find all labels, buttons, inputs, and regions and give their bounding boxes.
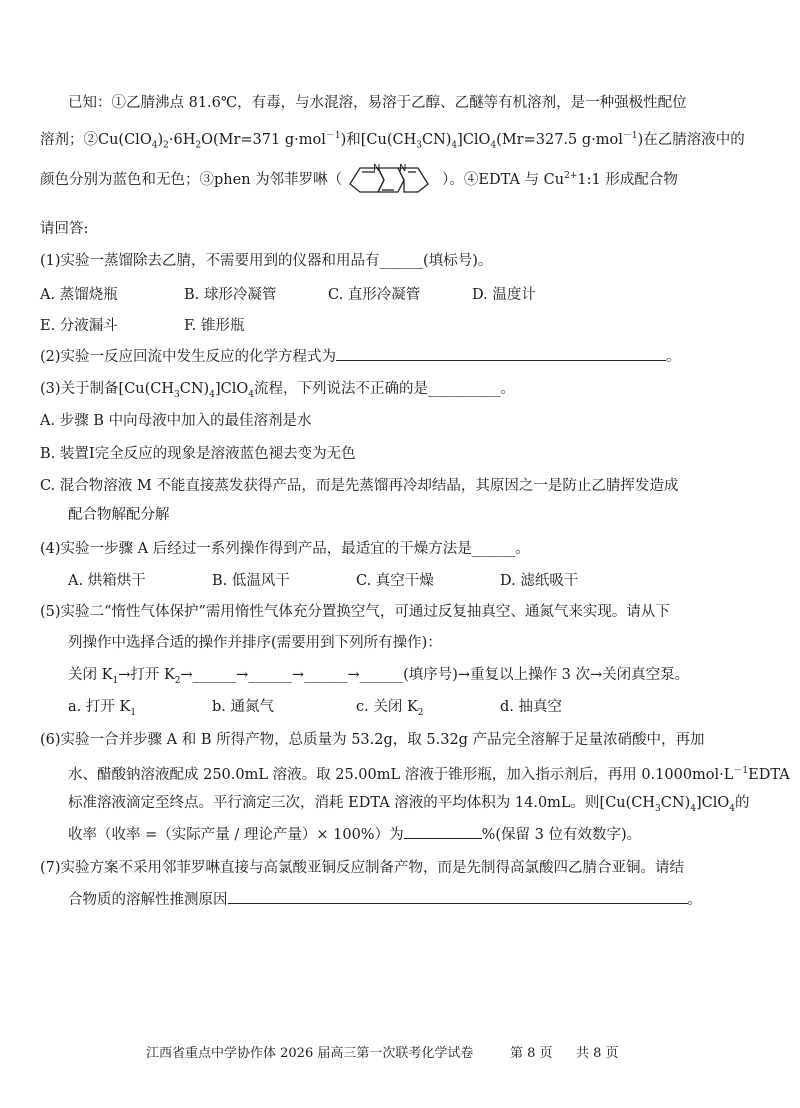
option-3a: A. 步骤 B 中向母液中加入的最佳溶剂是水 [40,413,312,429]
question-3-stem: (3)关于制备$[Cu(CH_3CN)_4]ClO_4$流程，下列说法不正确的是__________。 [40,381,515,400]
footer-exam-title: 江西省重点中学协作体 2026 届高三第一次联考化学试卷 [146,1046,474,1061]
question-6-line-3: 标准溶液滴定至终点。平行滴定三次，消耗 EDTA 溶液的平均体积为 14.0mL。则$[Cu(CH_3CN)_4]ClO_4$的 [68,795,750,814]
option-1d: D. 温度计 [472,287,536,303]
question-5-options [40,696,760,724]
option-5c: c. 关闭 $K_2$ [356,699,424,718]
question-6-line-1: (6)实验一合并步骤 A 和 B 所得产物，总质量为 53.2g，取 5.32g 产品完全溶解于足量浓硝酸中，再加 [40,732,705,748]
footer-page-number: 第 8 页 [510,1046,553,1061]
option-5a: a. 打开 $K_1$ [68,699,137,718]
option-3c: C. 混合物溶液 M 不能直接蒸发获得产品，而是先蒸馏再冷却结晶，其原因之一是防止乙腈挥发造成 [40,478,679,494]
footer-total-pages: 共 8 页 [576,1046,619,1061]
known-line-1: 已知：①乙腈沸点 81.6℃，有毒，与水混溶，易溶于乙醇、乙醚等有机溶剂，是一种强极性配位 [68,95,687,111]
question-4-stem: (4)实验一步骤 A 后经过一系列操作得到产品，最适宜的干燥方法是______。 [40,541,530,557]
known-line-3: 颜色分别为蓝色和无色；③phen 为邻菲罗啉（ N N ）。④EDTA 与 $Cu^{2+}1:1$ 形成配合物 [40,158,760,202]
question-7-line-2: 合物质的溶解性推测原因 。 [40,889,760,911]
option-4c: C. 真空干燥 [356,573,434,589]
option-1a: A. 蒸馏烧瓶 [40,287,118,303]
question-1-options-row-1 [40,284,760,306]
option-1f: F. 锥形瓶 [184,318,245,334]
phen-nitrogen-right: N [399,163,407,174]
option-4d: D. 滤纸吸干 [500,573,579,589]
question-6-line-4: 收率（收率 =（实际产量 / 理论产量）× 100%）为 %(保留 3 位有效数字)。 [40,824,760,846]
option-5d: d. 抽真空 [500,699,562,715]
option-3c-continued: 配合物解配分解 [68,507,170,523]
question-1-options-row-2 [40,315,760,337]
question-4-options [40,570,760,592]
option-1b: B. 球形冷凝管 [184,287,277,303]
option-1e: E. 分液漏斗 [40,318,118,334]
question-5-line-2: 列操作中选择合适的操作并排序(需要用到下列所有操作)： [68,635,442,651]
phen-nitrogen-left: N [373,163,381,174]
question-6-line-2: 水、醋酸钠溶液配成 250.0mL 溶液。取 25.00mL 溶液于锥形瓶，加入指示剂后，再用 $0.1000mol\cdot L^{-1}EDTA$ [68,766,790,783]
answer-blank-6[interactable] [404,824,482,839]
question-2-stem: (2)实验一反应回流中发生反应的化学方程式为 。 [40,346,760,368]
option-4a: A. 烘箱烘干 [68,573,146,589]
answer-blank-2[interactable] [336,346,666,361]
question-5-line-1: (5)实验二“惰性气体保护”需用惰性气体充分置换空气，可通过反复抽真空、通氮气来实现。请从下 [40,604,670,620]
phenanthroline-structure-icon [342,158,442,202]
option-4b: B. 低温风干 [212,573,290,589]
answer-prompt: 请回答: [40,221,89,237]
answer-blank-7[interactable] [228,889,688,904]
known-line-2: 溶剂；$②Cu(ClO_4)_2\cdot 6H_2O(Mr=371$ g·mol$^{-1}$)和$[Cu(CH_3CN)_4]ClO_4(Mr=327.5$ g·mol$^{-1}$)在乙腈溶液中的 [40,131,745,151]
option-1c: C. 直形冷凝管 [328,287,421,303]
option-3b: B. 装置Ⅰ完全反应的现象是溶液蓝色褪去变为无色 [40,446,356,462]
question-1-stem: (1)实验一蒸馏除去乙腈，不需要用到的仪器和用品有______(填标号)。 [40,253,493,269]
question-5-sequence: 关闭 $K_1\to$打开 $K_2\to\_\_\_\_\_\_\to\_\_\_\_\_\_\to\_\_\_\_\_\_\to\_\_\_\_\_\_$(填序号)→重复以上操作 3 次→关闭真空泵。 [68,667,690,686]
question-7-line-1: (7)实验方案不采用邻菲罗啉直接与高氯酸亚铜反应制备产物，而是先制得高氯酸四乙腈合亚铜。请结 [40,860,685,876]
option-5b: b. 通氮气 [212,699,274,715]
